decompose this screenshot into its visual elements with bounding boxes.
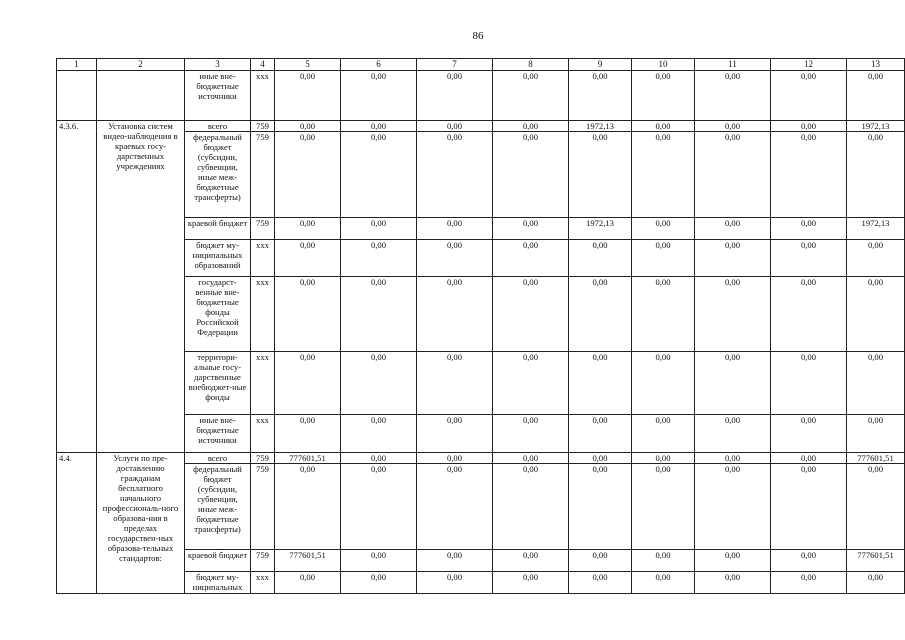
value-cell: 777601,51 (847, 550, 905, 572)
value-cell: 777601,51 (275, 453, 341, 464)
page-number: 86 (472, 30, 484, 42)
value-cell: 0,00 (695, 132, 771, 218)
budget-table (56, 58, 905, 594)
value-cell: 0,00 (493, 453, 569, 464)
value-cell: 0,00 (275, 415, 341, 453)
value-cell: 0,00 (493, 415, 569, 453)
value-cell: 0,00 (847, 572, 905, 594)
column-header: 3 (185, 59, 251, 71)
value-cell: 0,00 (847, 415, 905, 453)
value-cell: 0,00 (695, 121, 771, 132)
funding-source: федеральный бюджет (субсидии, субвенции, иные меж-бюджетные трансферты) (185, 132, 251, 218)
code-cell: xxx (251, 71, 275, 121)
value-cell: 0,00 (493, 550, 569, 572)
value-cell: 0,00 (417, 464, 493, 550)
value-cell: 0,00 (695, 453, 771, 464)
table-row (57, 464, 905, 550)
funding-source: всего (185, 121, 251, 132)
value-cell: 0,00 (417, 240, 493, 277)
value-cell: 0,00 (341, 121, 417, 132)
value-cell: 0,00 (695, 240, 771, 277)
code-cell: 759 (251, 132, 275, 218)
value-cell: 0,00 (417, 277, 493, 352)
value-cell: 0,00 (341, 218, 417, 240)
value-cell: 1972,13 (569, 121, 632, 132)
column-header: 5 (275, 59, 341, 71)
value-cell: 0,00 (632, 218, 695, 240)
value-cell: 0,00 (632, 121, 695, 132)
value-cell: 0,00 (632, 464, 695, 550)
value-cell: 0,00 (632, 277, 695, 352)
value-cell: 0,00 (632, 453, 695, 464)
code-cell: 759 (251, 218, 275, 240)
value-cell: 0,00 (493, 572, 569, 594)
value-cell: 0,00 (493, 240, 569, 277)
value-cell: 0,00 (341, 71, 417, 121)
value-cell: 0,00 (771, 415, 847, 453)
table-row (57, 240, 905, 277)
value-cell: 0,00 (493, 121, 569, 132)
value-cell: 0,00 (569, 277, 632, 352)
value-cell: 0,00 (569, 572, 632, 594)
column-header: 2 (97, 59, 185, 71)
value-cell: 0,00 (771, 71, 847, 121)
column-header: 7 (417, 59, 493, 71)
value-cell: 0,00 (695, 415, 771, 453)
value-cell: 0,00 (695, 550, 771, 572)
value-cell: 0,00 (417, 218, 493, 240)
item-code: 4.3.6. (57, 121, 97, 453)
value-cell: 0,00 (847, 132, 905, 218)
value-cell: 0,00 (493, 71, 569, 121)
funding-source: бюджет му-ниципальных образований (185, 240, 251, 277)
value-cell: 0,00 (632, 572, 695, 594)
value-cell: 0,00 (341, 572, 417, 594)
value-cell: 0,00 (493, 132, 569, 218)
value-cell: 0,00 (771, 121, 847, 132)
funding-source: бюджет му-ниципальных (185, 572, 251, 594)
value-cell: 0,00 (275, 464, 341, 550)
value-cell: 1972,13 (569, 218, 632, 240)
column-header: 1 (57, 59, 97, 71)
value-cell: 0,00 (341, 453, 417, 464)
value-cell: 0,00 (417, 71, 493, 121)
code-cell: 759 (251, 464, 275, 550)
funding-source: территори-альные госу-дарственные внебюджет-ные фонды (185, 352, 251, 415)
code-cell: 759 (251, 121, 275, 132)
value-cell: 0,00 (771, 550, 847, 572)
value-cell: 777601,51 (275, 550, 341, 572)
value-cell: 0,00 (695, 464, 771, 550)
value-cell: 0,00 (417, 572, 493, 594)
value-cell: 0,00 (847, 277, 905, 352)
value-cell: 0,00 (275, 572, 341, 594)
value-cell: 0,00 (493, 277, 569, 352)
value-cell: 0,00 (847, 352, 905, 415)
table-row (57, 71, 905, 121)
funding-source: иные вне-бюджетные источники (185, 71, 251, 121)
value-cell: 0,00 (771, 352, 847, 415)
value-cell: 0,00 (632, 132, 695, 218)
value-cell: 0,00 (569, 240, 632, 277)
code-cell: xxx (251, 352, 275, 415)
value-cell: 1972,13 (847, 218, 905, 240)
table-row (57, 415, 905, 453)
value-cell: 0,00 (632, 240, 695, 277)
code-cell: 759 (251, 453, 275, 464)
value-cell: 0,00 (771, 464, 847, 550)
column-header-row (57, 59, 905, 71)
funding-source: краевой бюджет (185, 218, 251, 240)
funding-source: иные вне-бюджетные источники (185, 415, 251, 453)
value-cell: 0,00 (695, 71, 771, 121)
value-cell: 0,00 (632, 415, 695, 453)
value-cell: 0,00 (771, 572, 847, 594)
value-cell: 0,00 (275, 218, 341, 240)
funding-source: краевой бюджет (185, 550, 251, 572)
column-header: 9 (569, 59, 632, 71)
value-cell: 0,00 (493, 218, 569, 240)
value-cell: 1972,13 (847, 121, 905, 132)
code-cell: xxx (251, 277, 275, 352)
value-cell: 0,00 (275, 121, 341, 132)
value-cell: 0,00 (493, 464, 569, 550)
code-cell: xxx (251, 415, 275, 453)
table-row (57, 121, 905, 132)
value-cell: 0,00 (341, 464, 417, 550)
item-code (57, 71, 97, 121)
value-cell: 0,00 (569, 415, 632, 453)
value-cell: 0,00 (341, 240, 417, 277)
code-cell: 759 (251, 550, 275, 572)
value-cell: 0,00 (771, 277, 847, 352)
value-cell: 0,00 (417, 121, 493, 132)
funding-source: федеральный бюджет (субсидии, субвенции, иные меж-бюджетные трансферты) (185, 464, 251, 550)
value-cell: 0,00 (341, 132, 417, 218)
value-cell: 0,00 (275, 352, 341, 415)
item-name: Услуги по пре-доставлению гражданам бесплатного начального профессиональ-ного образова-ния в пределах государствен-ных образова-тельных стандартов: (97, 453, 185, 594)
value-cell: 0,00 (632, 550, 695, 572)
table-row (57, 352, 905, 415)
item-name: Установка систем видео-наблюдения в краевых госу-дарственных учреждениях (97, 121, 185, 453)
value-cell: 0,00 (695, 352, 771, 415)
value-cell: 0,00 (341, 550, 417, 572)
value-cell: 0,00 (493, 352, 569, 415)
value-cell: 0,00 (771, 218, 847, 240)
value-cell: 0,00 (569, 132, 632, 218)
value-cell: 0,00 (632, 71, 695, 121)
value-cell: 0,00 (569, 550, 632, 572)
value-cell: 0,00 (569, 453, 632, 464)
column-header: 11 (695, 59, 771, 71)
value-cell: 0,00 (275, 240, 341, 277)
value-cell: 0,00 (275, 71, 341, 121)
item-name (97, 71, 185, 121)
value-cell: 0,00 (569, 71, 632, 121)
value-cell: 0,00 (847, 71, 905, 121)
value-cell: 0,00 (771, 132, 847, 218)
value-cell: 0,00 (341, 415, 417, 453)
value-cell: 0,00 (695, 572, 771, 594)
funding-source: всего (185, 453, 251, 464)
value-cell: 0,00 (341, 277, 417, 352)
column-header: 6 (341, 59, 417, 71)
value-cell: 0,00 (847, 464, 905, 550)
value-cell: 0,00 (341, 352, 417, 415)
funding-source: государст-венные вне-бюджетные фонды Российской Федерации (185, 277, 251, 352)
table-row (57, 550, 905, 572)
column-header: 4 (251, 59, 275, 71)
column-header: 13 (847, 59, 905, 71)
code-cell: xxx (251, 240, 275, 277)
value-cell: 0,00 (632, 352, 695, 415)
value-cell: 0,00 (695, 277, 771, 352)
value-cell: 0,00 (695, 218, 771, 240)
value-cell: 0,00 (847, 240, 905, 277)
value-cell: 0,00 (771, 453, 847, 464)
value-cell: 0,00 (275, 277, 341, 352)
table-row (57, 572, 905, 594)
column-header: 8 (493, 59, 569, 71)
item-code: 4.4. (57, 453, 97, 594)
value-cell: 0,00 (417, 453, 493, 464)
value-cell: 0,00 (417, 352, 493, 415)
column-header: 10 (632, 59, 695, 71)
value-cell: 0,00 (275, 132, 341, 218)
value-cell: 777601,51 (847, 453, 905, 464)
value-cell: 0,00 (417, 415, 493, 453)
table-row (57, 132, 905, 218)
value-cell: 0,00 (417, 132, 493, 218)
value-cell: 0,00 (569, 464, 632, 550)
value-cell: 0,00 (417, 550, 493, 572)
code-cell: xxx (251, 572, 275, 594)
table-row (57, 277, 905, 352)
column-header: 12 (771, 59, 847, 71)
table-row (57, 218, 905, 240)
value-cell: 0,00 (771, 240, 847, 277)
table-row (57, 453, 905, 464)
value-cell: 0,00 (569, 352, 632, 415)
